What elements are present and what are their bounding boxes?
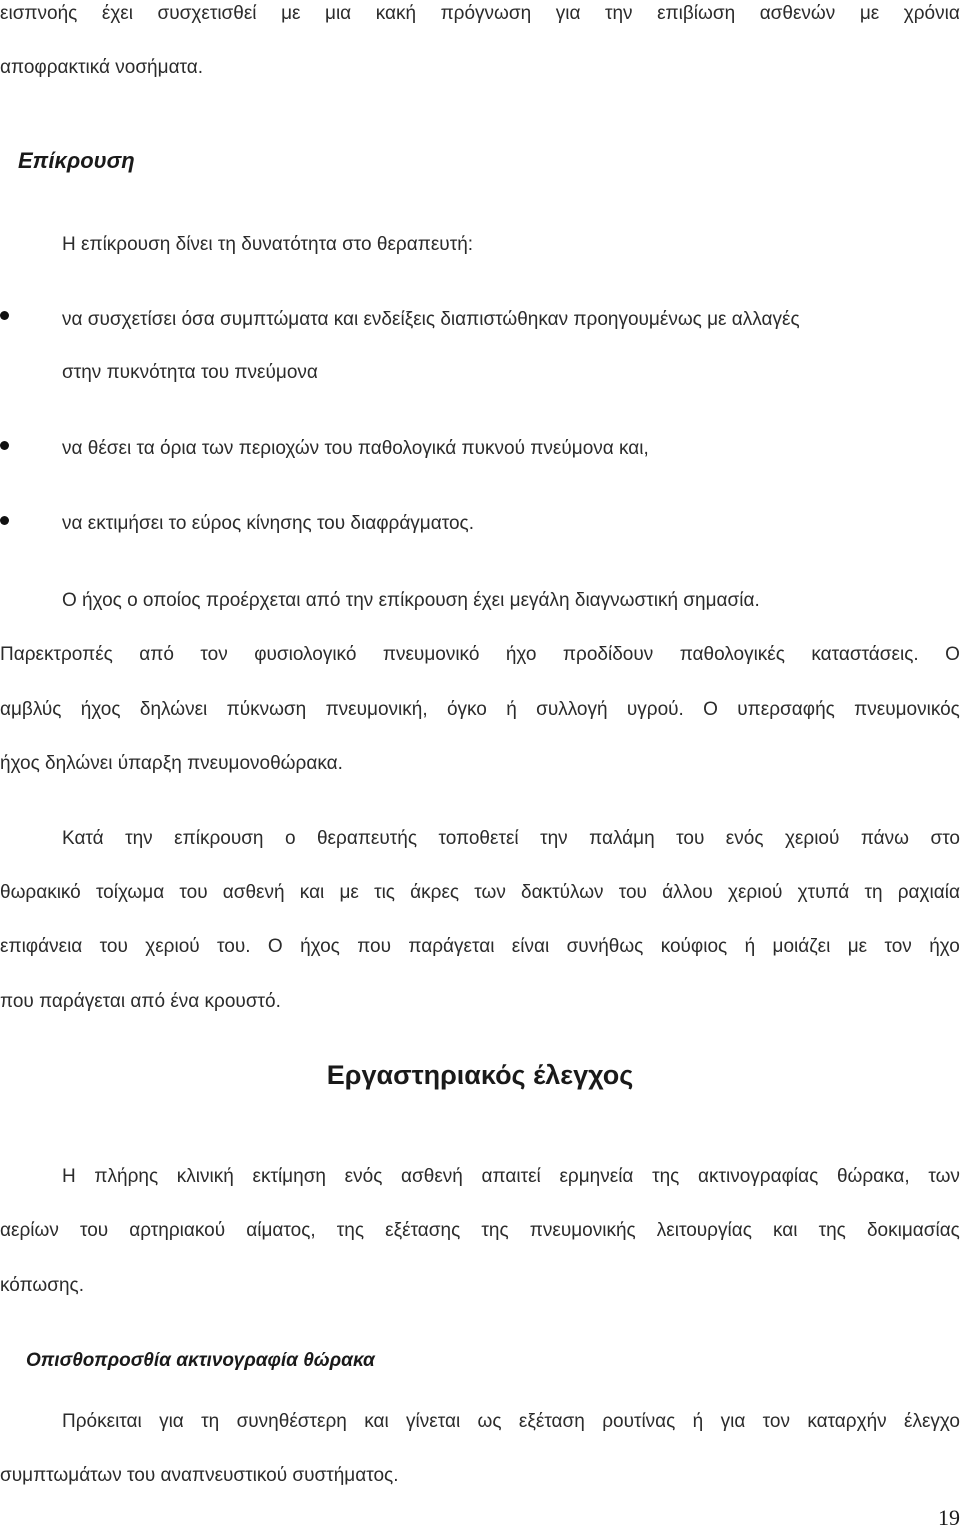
word: εξέτασης: [385, 1220, 461, 1241]
word: έχει: [101, 3, 133, 24]
word: για: [555, 3, 581, 24]
word: ασθενή: [401, 1166, 463, 1187]
word: ενός: [344, 1166, 383, 1187]
word: μοιάζει: [772, 936, 831, 957]
word: του.: [217, 936, 251, 957]
word: συλλογή: [536, 699, 608, 720]
word: έλεγχο: [903, 1411, 960, 1432]
word: αμβλύς: [0, 699, 62, 720]
word: δηλώνει: [139, 699, 208, 720]
para2-line-3: [0, 934, 960, 960]
word: την: [125, 828, 153, 849]
word: της: [652, 1166, 680, 1187]
intro-line-2: αποφρακτικά νοσήματα.: [0, 57, 204, 78]
word: Πρόκειται: [62, 1411, 142, 1432]
bullet-1-line-1: να συσχετίσει όσα συμπτώματα και ενδείξεις διαπιστώθηκαν προηγουμένως με αλλαγές: [62, 309, 800, 330]
bullet-3: να εκτιμήσει το εύρος κίνησης του διαφράγματος.: [62, 513, 474, 534]
word: χτυπά: [797, 882, 850, 903]
para1-line-3: [0, 697, 960, 723]
word: πάνω: [860, 828, 910, 849]
word: πύκνωση: [226, 699, 307, 720]
word: επίκρουση: [174, 828, 264, 849]
word: τον: [200, 644, 228, 665]
word: του: [618, 882, 647, 903]
word: συσχετισθεί: [157, 3, 257, 24]
word: είναι: [511, 936, 550, 957]
word: καταστάσεις.: [811, 644, 919, 665]
word: του: [179, 882, 208, 903]
para1-line-1: Ο ήχος ο οποίος προέρχεται από την επίκρουση έχει μεγάλη διαγνωστική σημασία.: [62, 590, 760, 611]
word: του: [676, 828, 705, 849]
word: ακτινογραφίας: [698, 1166, 819, 1187]
word: χεριού: [727, 882, 783, 903]
para2-line-2: [0, 880, 960, 906]
word: λειτουργίας: [656, 1220, 752, 1241]
word: επιφάνεια: [0, 936, 83, 957]
word: ασθενών: [759, 3, 836, 24]
word: μια: [325, 3, 352, 24]
bullet-icon: [0, 311, 9, 320]
word: από: [139, 644, 174, 665]
word: αερίων: [0, 1220, 59, 1241]
bullet-2: να θέσει τα όρια των περιοχών του παθολογικά πυκνού πνεύμονα και,: [62, 438, 649, 459]
word: κούφιος: [660, 936, 728, 957]
para2-line-1: [62, 826, 960, 852]
word: με: [847, 936, 868, 957]
word: ως: [477, 1411, 502, 1432]
word: των: [928, 1166, 960, 1187]
word: εισπνοής: [0, 3, 78, 24]
word: θωρακικό: [0, 882, 81, 903]
word: Η: [62, 1166, 76, 1187]
word: ο: [284, 828, 296, 849]
word: χεριού: [145, 936, 200, 957]
para1-line-4: ήχος δηλώνει ύπαρξη πνευμονοθώρακα.: [0, 753, 343, 774]
word: που: [357, 936, 392, 957]
word: στο: [930, 828, 960, 849]
bullet-icon: [0, 516, 9, 525]
lab-line-2: [0, 1218, 960, 1244]
word: ήχο: [505, 644, 537, 665]
word: τη: [864, 882, 883, 903]
word: την: [540, 828, 568, 849]
word: παλάμη: [589, 828, 655, 849]
word: κλινική: [176, 1166, 234, 1187]
word: συνήθως: [566, 936, 644, 957]
word: αρτηριακού: [129, 1220, 226, 1241]
word: ή: [692, 1411, 704, 1432]
word: Ο: [703, 699, 718, 720]
word: φυσιολογικό: [254, 644, 357, 665]
word: της: [336, 1220, 364, 1241]
word: και: [299, 882, 325, 903]
word: τοίχωμα: [95, 882, 165, 903]
word: Κατά: [62, 828, 104, 849]
word: άλλου: [662, 882, 713, 903]
word: τοποθετεί: [438, 828, 519, 849]
word: Παρεκτροπές: [0, 644, 113, 665]
word: ήχος: [300, 936, 340, 957]
word: για: [159, 1411, 184, 1432]
word: πνευμονικής: [529, 1220, 636, 1241]
lab-line-1: [62, 1164, 960, 1190]
word: την: [604, 3, 633, 24]
xray-line-2: συμπτωμάτων του αναπνευστικού συστήματος.: [0, 1465, 399, 1486]
word: του: [79, 1220, 109, 1241]
word: Ο: [267, 936, 283, 957]
word: γίνεται: [406, 1411, 461, 1432]
word: ενός: [725, 828, 764, 849]
word: δοκιμασίας: [866, 1220, 960, 1241]
xray-line-1: [62, 1409, 960, 1435]
word: υγρού.: [626, 699, 684, 720]
word: επιβίωση: [657, 3, 736, 24]
word: τις: [374, 882, 395, 903]
word: καταρχήν: [807, 1411, 887, 1432]
word: παθολογικές: [679, 644, 785, 665]
word: θεραπευτής: [316, 828, 418, 849]
para1-line-2: [0, 642, 960, 668]
word: εκτίμηση: [252, 1166, 326, 1187]
intro-line-1: [0, 1, 960, 27]
word: εξέταση: [518, 1411, 585, 1432]
word: χεριού: [784, 828, 840, 849]
word: ρουτίνας: [602, 1411, 676, 1432]
word: τη: [201, 1411, 220, 1432]
word: με: [859, 3, 880, 24]
word: και: [364, 1411, 389, 1432]
word: υπερσαφής: [737, 699, 835, 720]
word: χρόνια: [903, 3, 960, 24]
word: δακτύλων: [521, 882, 604, 903]
word: ή: [744, 936, 756, 957]
page-number: 19: [938, 1505, 960, 1530]
lab-line-3: κόπωσης.: [0, 1275, 84, 1296]
word: ερμηνεία: [559, 1166, 634, 1187]
word: ήχο: [929, 936, 960, 957]
word: πρόγνωση: [440, 3, 532, 24]
word: με: [281, 3, 301, 24]
word: θώρακα,: [836, 1166, 910, 1187]
word: κακή: [375, 3, 417, 24]
word: του: [99, 936, 128, 957]
percussion-lead: Η επίκρουση δίνει τη δυνατότητα στο θεραπευτή:: [62, 234, 474, 255]
word: πνευμονικός: [854, 699, 960, 720]
word: με: [339, 882, 359, 903]
word: όγκο: [446, 699, 487, 720]
word: τον: [762, 1411, 790, 1432]
bullet-1-line-2: στην πυκνότητα του πνεύμονα: [62, 362, 318, 383]
word: συνηθέστερη: [236, 1411, 347, 1432]
word: Ο: [945, 644, 960, 665]
section-heading-lab: Εργαστηριακός έλεγχος: [326, 1060, 634, 1090]
word: της: [818, 1220, 846, 1241]
word: της: [481, 1220, 509, 1241]
word: παράγεται: [408, 936, 495, 957]
word: αίματος,: [246, 1220, 316, 1241]
subsection-heading-xray: Οπισθοπροσθία ακτινογραφία θώρακα: [26, 1350, 375, 1371]
word: για: [720, 1411, 746, 1432]
bullet-icon: [0, 441, 9, 450]
word: πνευμονικό: [382, 644, 480, 665]
para2-line-4: που παράγεται από ένα κρουστό.: [0, 991, 281, 1012]
word: και: [772, 1220, 798, 1241]
word: πνευμονική,: [325, 699, 428, 720]
word: ασθενή: [222, 882, 285, 903]
section-heading-percussion: Επίκρουση: [18, 148, 135, 173]
word: ήχος: [80, 699, 121, 720]
word: των: [474, 882, 506, 903]
word: άκρες: [410, 882, 460, 903]
word: πλήρης: [94, 1166, 159, 1187]
word: ή: [506, 699, 517, 720]
word: προδίδουν: [562, 644, 654, 665]
word: απαιτεί: [481, 1166, 541, 1187]
word: τον: [884, 936, 912, 957]
word: ραχιαία: [897, 882, 960, 903]
